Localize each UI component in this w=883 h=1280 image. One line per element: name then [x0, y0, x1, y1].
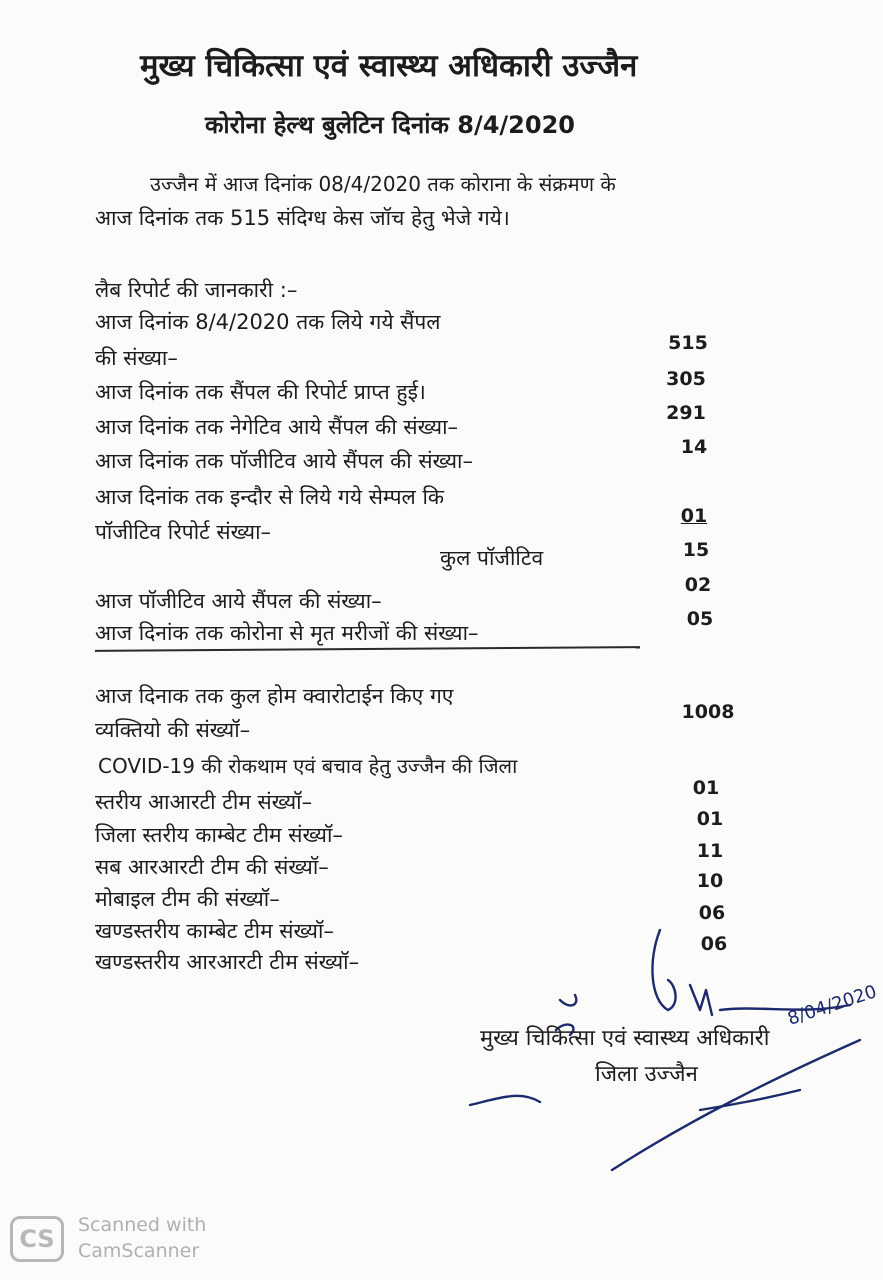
- bulletin-subtitle: कोरोना हेल्थ बुलेटिन दिनांक 8/4/2020: [205, 111, 575, 139]
- intro-line-1: उज्जैन में आज दिनांक 08/4/2020 तक कोराना के संक्रमण के: [150, 172, 616, 196]
- quarantine-label-cont: व्यक्तियो की संख्यॉ–: [95, 718, 251, 742]
- lab-row-label-cont: पॉजीटिव रिपोर्ट संख्या–: [95, 520, 272, 544]
- lab-row-label-cont: की संख्या–: [95, 346, 178, 370]
- lab-row-label: आज पॉजीटिव आये सैंपल की संख्या–: [95, 589, 382, 613]
- team-row-label: जिला स्तरीय काम्बेट टीम संख्यॉ–: [95, 823, 343, 847]
- total-positive-label: कुल पॉजीटिव: [440, 546, 544, 570]
- lab-row-label: आज दिनांक तक पॉजीटिव आये सैंपल की संख्या–: [95, 449, 473, 473]
- team-row-label: स्तरीय आआरटी टीम संख्यॉ–: [95, 790, 313, 814]
- team-row-label: मोबाइल टीम की संख्यॉ–: [95, 887, 280, 911]
- signatory-district: जिला उज्जैन: [595, 1062, 698, 1087]
- quarantine-label: आज दिनाक तक कुल होम क्वारोटाईन किए गए: [95, 684, 454, 708]
- team-row-label: सब आरआरटी टीम की संख्यॉ–: [95, 855, 329, 879]
- lab-row-value: 01: [680, 505, 708, 527]
- team-row-value: 11: [696, 840, 724, 862]
- team-row-value: 01: [696, 808, 724, 830]
- watermark-line-2: CamScanner: [78, 1240, 200, 1262]
- total-positive-value: 15: [682, 539, 710, 561]
- deaths-label: आज दिनांक तक कोरोना से मृत मरीजों की संख्या–: [95, 621, 479, 645]
- lab-row-label: आज दिनांक तक सैंपल की रिपोर्ट प्राप्त हुई।: [95, 380, 426, 404]
- deaths-value: 05: [686, 608, 714, 630]
- watermark-line-1: Scanned with: [78, 1214, 207, 1236]
- intro-line-2: आज दिनांक तक 515 संदिग्ध केस जॉच हेतु भेजे गये।: [95, 206, 510, 230]
- team-row-label: खण्डस्तरीय काम्बेट टीम संख्यॉ–: [95, 919, 334, 943]
- lab-row-label: आज दिनांक 8/4/2020 तक लिये गये सैंपल: [95, 310, 441, 334]
- camscanner-watermark: [10, 1212, 270, 1268]
- lab-row-label: आज दिनांक तक इन्दौर से लिये गये सेम्पल कि: [95, 485, 445, 509]
- lab-row-value: 305: [666, 368, 706, 390]
- lab-report-heading: लैब रिपोर्ट की जानकारी :–: [95, 278, 298, 302]
- quarantine-value: 1008: [681, 701, 735, 723]
- lab-row-value: 291: [666, 402, 706, 424]
- lab-row-value: 02: [684, 574, 712, 596]
- lab-row-value: 515: [668, 332, 708, 354]
- team-row-value: 06: [698, 902, 726, 924]
- handwritten-date: 8/04/2020: [785, 981, 880, 1030]
- team-row-value: 01: [692, 777, 720, 799]
- document-title: मुख्य चिकित्सा एवं स्वास्थ्य अधिकारी उज्जैन: [140, 48, 638, 84]
- lab-row-label: आज दिनांक तक नेगेटिव आये सैंपल की संख्या–: [95, 415, 459, 439]
- team-row-value: 06: [700, 933, 728, 955]
- lab-row-value: 14: [680, 436, 708, 458]
- team-row-value: 10: [696, 870, 724, 892]
- camscanner-logo-icon: CS: [10, 1216, 64, 1262]
- signatory-title: मुख्य चिकित्सा एवं स्वास्थ्य अधिकारी: [480, 1026, 770, 1051]
- team-row-label: खण्डस्तरीय आरआरटी टीम संख्यॉ–: [95, 950, 360, 974]
- teams-heading: COVID-19 की रोकथाम एवं बचाव हेतु उज्जैन की जिला: [98, 754, 518, 778]
